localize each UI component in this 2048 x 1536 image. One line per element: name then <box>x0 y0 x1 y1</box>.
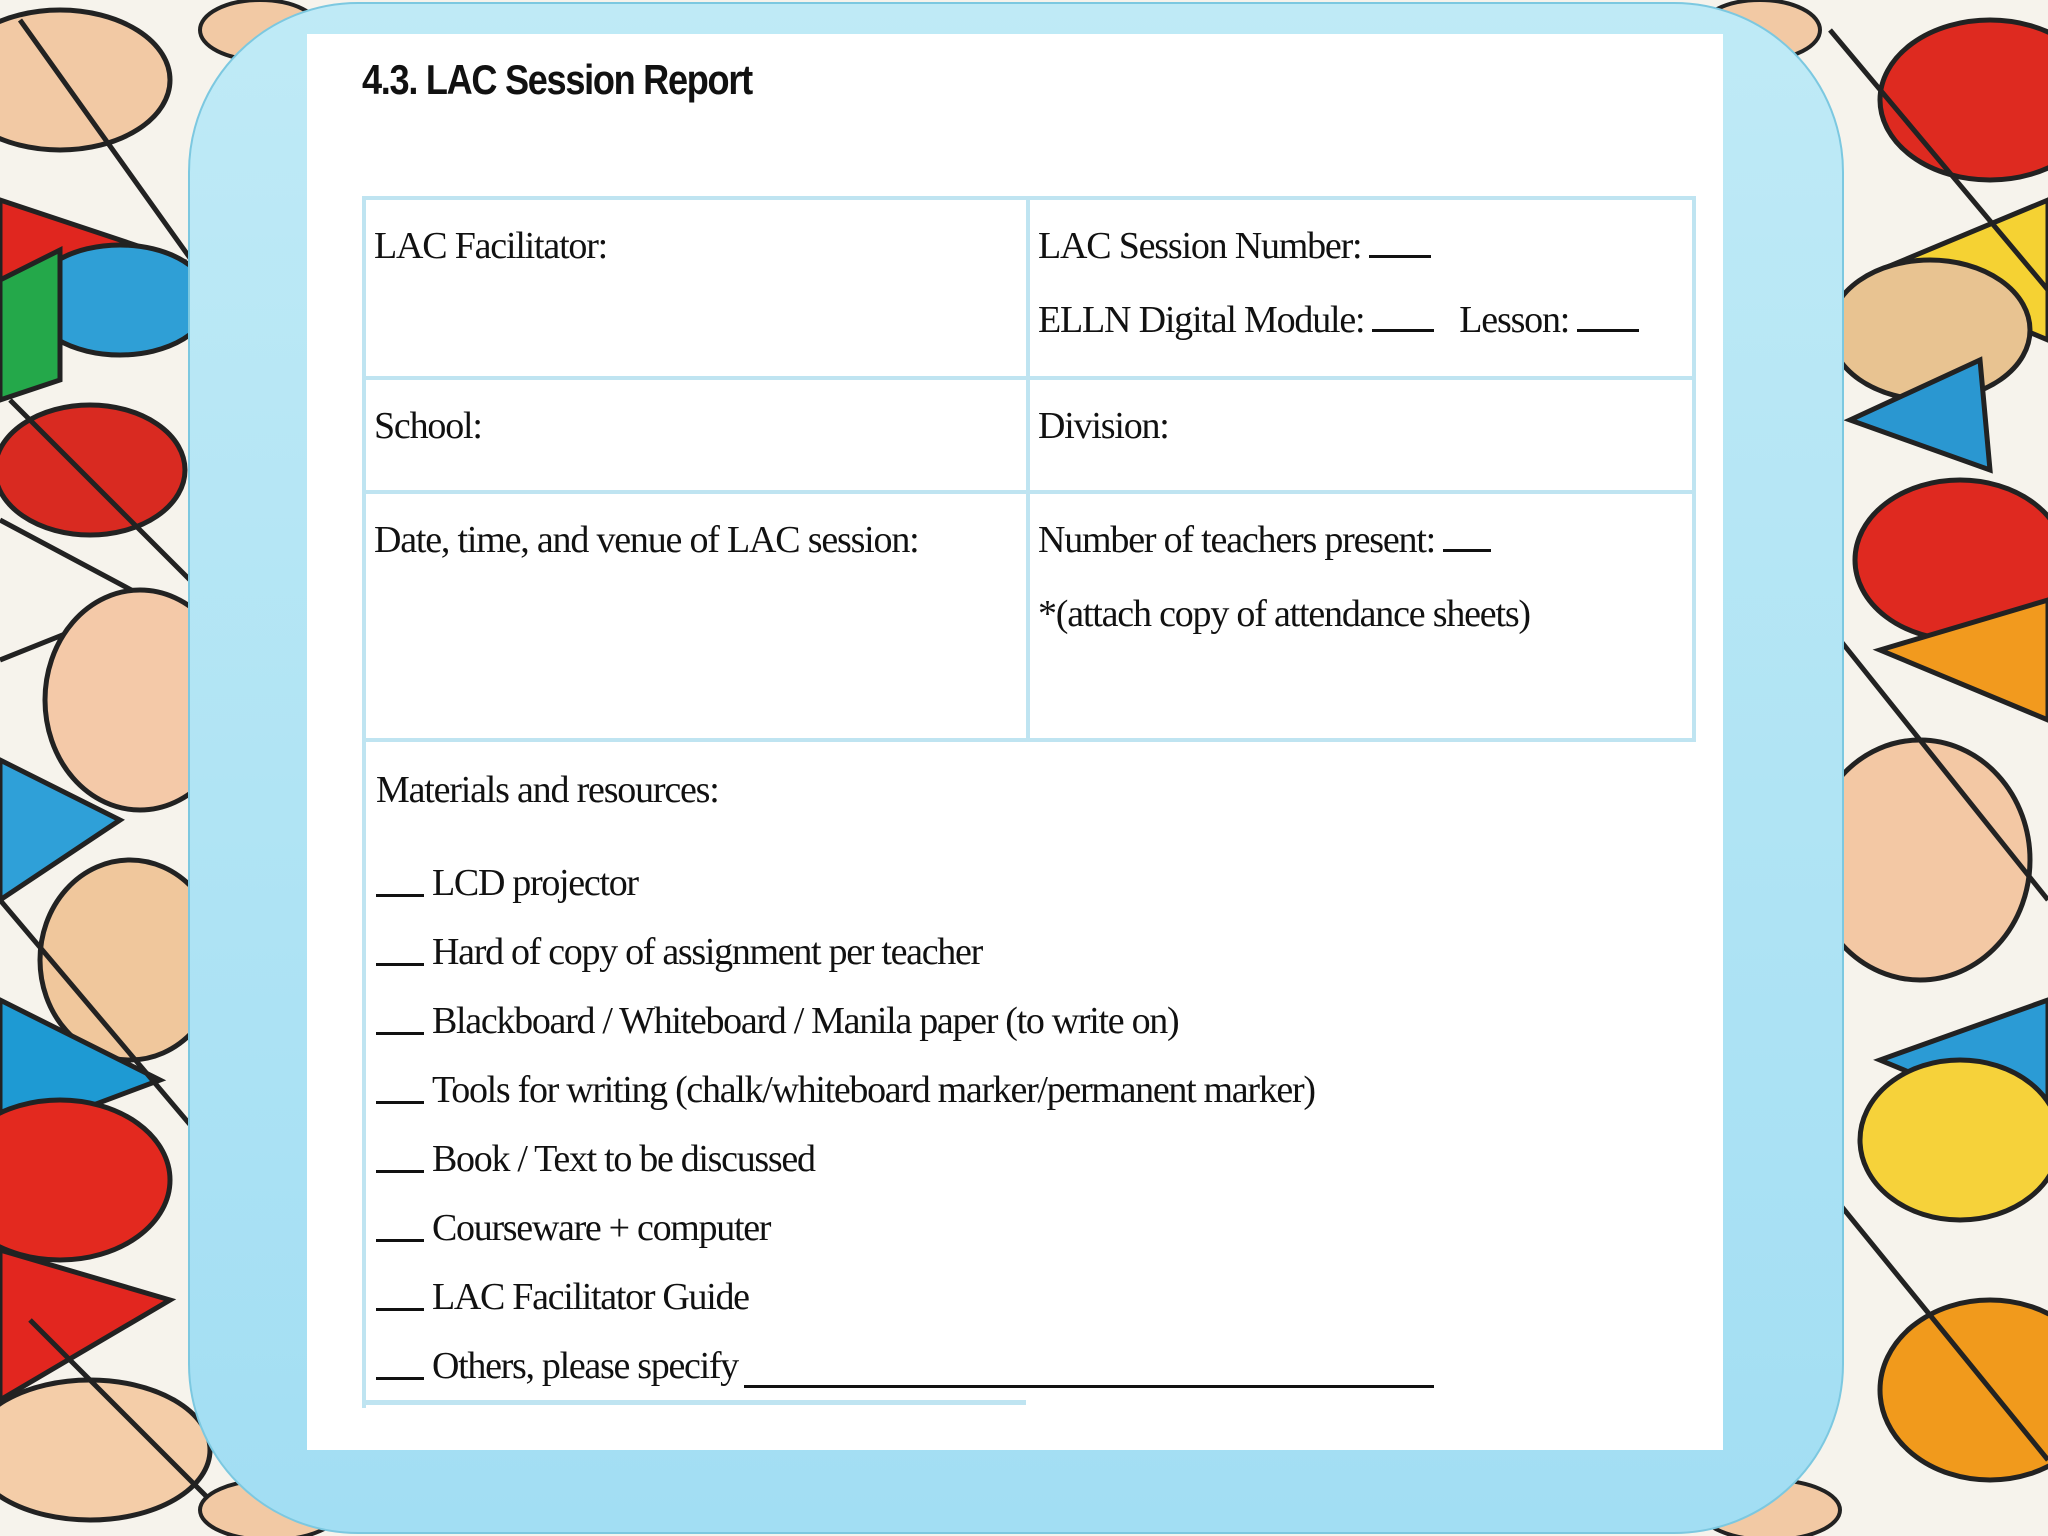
page-title: 4.3. LAC Session Report <box>362 56 752 103</box>
date-time-venue-label: Date, time, and venue of LAC session: <box>374 519 919 561</box>
material-item-label: Others, please specify <box>432 1345 738 1387</box>
session-number-blank[interactable] <box>1369 225 1431 258</box>
module-lesson-line <box>1038 292 1684 348</box>
material-item-label: Book / Text to be discussed <box>432 1138 815 1180</box>
material-checkbox-blank[interactable] <box>376 1225 424 1242</box>
lesson-blank[interactable] <box>1577 299 1639 332</box>
module-label: ELLN Digital Module: <box>1038 299 1365 341</box>
material-checkbox-blank[interactable] <box>376 949 424 966</box>
material-item-label: LAC Facilitator Guide <box>432 1276 749 1318</box>
attendance-note: *(attach copy of attendance sheets) <box>1038 593 1530 635</box>
material-item-label: Courseware + computer <box>432 1207 771 1249</box>
table-bottom-border <box>362 1400 1026 1405</box>
material-item <box>376 1112 1434 1181</box>
module-blank[interactable] <box>1372 299 1434 332</box>
school-cell[interactable] <box>364 378 1028 492</box>
school-label: School: <box>374 405 482 447</box>
material-checkbox-blank[interactable] <box>376 1294 424 1311</box>
others-specify-blank[interactable] <box>744 1355 1434 1388</box>
teachers-present-line <box>1038 512 1684 568</box>
material-checkbox-blank[interactable] <box>376 1156 424 1173</box>
material-item-others <box>376 1319 1434 1388</box>
material-item <box>376 905 1434 974</box>
material-item-label: LCD projector <box>432 862 638 904</box>
facilitator-cell[interactable] <box>364 198 1028 378</box>
material-checkbox-blank[interactable] <box>376 880 424 897</box>
facilitator-label: LAC Facilitator: <box>374 225 608 267</box>
material-item <box>376 1181 1434 1250</box>
material-checkbox-blank[interactable] <box>376 1363 424 1380</box>
material-checkbox-blank[interactable] <box>376 1018 424 1035</box>
division-cell[interactable] <box>1028 378 1694 492</box>
material-item <box>376 836 1434 905</box>
material-item-label: Blackboard / Whiteboard / Manila paper (to write on) <box>432 1000 1179 1042</box>
lesson-label: Lesson: <box>1459 299 1570 341</box>
materials-section <box>362 732 1692 1408</box>
teachers-present-blank[interactable] <box>1443 519 1491 552</box>
material-item <box>376 1250 1434 1319</box>
material-item-label: Tools for writing (chalk/whiteboard marker/permanent marker) <box>432 1069 1315 1111</box>
date-time-venue-cell[interactable] <box>364 492 1028 740</box>
materials-list <box>376 836 1434 1388</box>
material-item-label: Hard of copy of assignment per teacher <box>432 931 982 973</box>
division-label: Division: <box>1038 405 1169 447</box>
session-number-label: LAC Session Number: <box>1038 225 1362 267</box>
material-item <box>376 974 1434 1043</box>
materials-heading: Materials and resources: <box>376 769 719 811</box>
material-checkbox-blank[interactable] <box>376 1087 424 1104</box>
report-form-table <box>362 196 1696 742</box>
session-number-cell[interactable] <box>1028 198 1694 378</box>
session-number-line <box>1038 218 1684 274</box>
teachers-present-cell[interactable] <box>1028 492 1694 740</box>
teachers-present-label: Number of teachers present: <box>1038 519 1436 561</box>
material-item <box>376 1043 1434 1112</box>
